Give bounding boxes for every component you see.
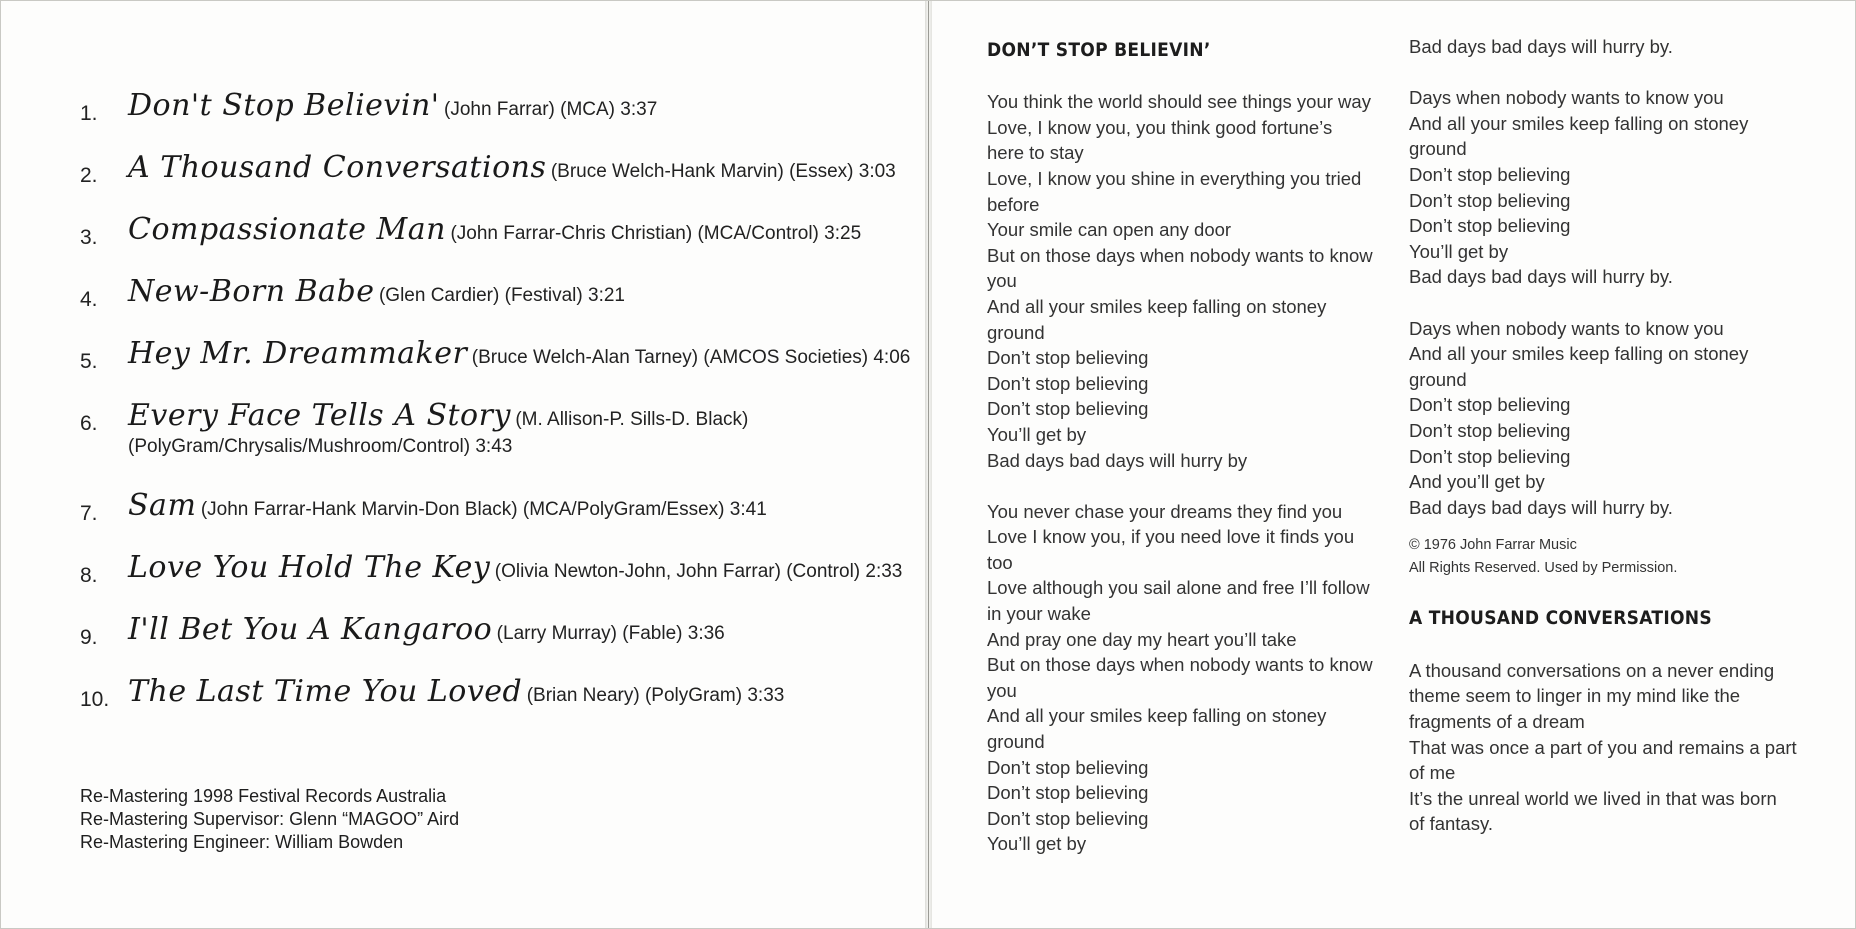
track-number: 9. — [80, 626, 98, 649]
track-title: I'll Bet You A Kangaroo — [128, 612, 493, 647]
track-number: 4. — [80, 288, 98, 311]
lyric-line: But on those days when nobody wants to know — [987, 654, 1373, 676]
track-credit: (Glen Cardier) (Festival) 3:21 — [378, 285, 625, 306]
stanza-gap — [987, 64, 1387, 90]
track-title: New-Born Babe — [128, 274, 375, 309]
remastering-line: Re-Mastering Engineer: William Bowden — [80, 832, 404, 852]
lyrics-column-2 — [1409, 34, 1839, 837]
track-number: 6. — [80, 412, 98, 435]
lyric-line: And pray one day my heart you’ll take — [987, 628, 1297, 650]
lyric-line: too — [987, 551, 1013, 573]
track-number: 8. — [80, 564, 98, 587]
lyric-line: Days when nobody wants to know you — [1409, 87, 1724, 109]
copyright-notice — [1409, 534, 1839, 580]
lyric-line: in your wake — [987, 603, 1091, 625]
lyric-line: Bad days bad days will hurry by. — [1409, 36, 1673, 57]
lyric-line: And all your smiles keep falling on stoney — [987, 705, 1327, 727]
stanza-gap — [1409, 60, 1839, 86]
track-title: The Last Time You Loved — [128, 674, 523, 709]
track-number: 2. — [80, 164, 98, 187]
lyrics-lines — [1409, 658, 1839, 837]
track-credit: (John Farrar-Chris Christian) (MCA/Control) 3:25 — [450, 223, 862, 244]
lyric-line: Love, I know you, you think good fortune’s — [987, 116, 1333, 138]
track-credit: (John Farrar) (MCA) 3:37 — [444, 99, 658, 120]
lyric-line: ground — [1409, 368, 1467, 390]
track-title: Sam — [128, 488, 197, 523]
lyric-line: Bad days bad days will hurry by. — [1409, 496, 1673, 518]
lyric-line: Bad days bad days will hurry by — [987, 449, 1248, 471]
lyric-line: Love I know you, if you need love it finds you — [987, 526, 1355, 548]
track-number: 5. — [80, 350, 98, 373]
lyric-line: Don’t stop believing — [1409, 189, 1571, 211]
track-credit: (Olivia Newton-John, John Farrar) (Control) 2:33 — [494, 561, 903, 582]
lyric-line: fragments of a dream — [1409, 711, 1585, 733]
lyric-line: It’s the unreal world we lived in that was born — [1409, 787, 1777, 809]
lyric-line: You think the world should see things your way — [987, 91, 1371, 113]
lyric-line: you — [987, 270, 1017, 292]
copyright-line: All Rights Reserved. Used by Permission. — [1409, 560, 1678, 577]
track-credit: (Bruce Welch-Alan Tarney) (AMCOS Societies) 4:06 — [471, 347, 911, 368]
lyric-line: you — [987, 679, 1017, 701]
lyric-line: before — [987, 193, 1040, 215]
remastering-line: Re-Mastering Supervisor: Glenn “MAGOO” Aird — [80, 809, 460, 829]
lyric-line: You never chase your dreams they find you — [987, 500, 1343, 522]
stanza-gap — [1409, 290, 1839, 316]
track-title: A Thousand Conversations — [128, 150, 547, 185]
track-credit-continued: (PolyGram/Chrysalis/Mushroom/Control) 3:43 — [128, 436, 513, 457]
track-number: 10. — [80, 688, 110, 711]
lyric-line: Don’t stop believing — [1409, 445, 1571, 467]
lyric-line: Bad days bad days will hurry by. — [1409, 266, 1673, 288]
lyric-line: Don’t stop believing — [1409, 419, 1571, 441]
lyric-line: Don’t stop believing — [987, 807, 1149, 829]
track-title: Compassionate Man — [128, 212, 446, 247]
remastering-line: Re-Mastering 1998 Festival Records Australia — [80, 786, 447, 806]
track-credit: (Brian Neary) (PolyGram) 3:33 — [526, 685, 785, 706]
lyric-line: But on those days when nobody wants to know — [987, 244, 1373, 266]
lyric-line: Don’t stop believing — [1409, 163, 1571, 185]
lyric-line: Love, I know you shine in everything you tried — [987, 167, 1362, 189]
track-title: Hey Mr. Dreammaker — [128, 336, 468, 371]
fold-line — [928, 0, 929, 929]
track-title: Don't Stop Believin' — [128, 88, 440, 123]
song-heading: A THOUSAND CONVERSATIONS — [1409, 607, 1712, 630]
lyric-line: Days when nobody wants to know you — [1409, 317, 1724, 339]
lyric-line: That was once a part of you and remains a part — [1409, 736, 1797, 758]
stanza-gap — [987, 473, 1387, 499]
track-number: 7. — [80, 502, 98, 525]
lyric-line: Don’t stop believing — [987, 756, 1149, 778]
lyric-line: And all your smiles keep falling on stoney — [987, 295, 1327, 317]
track-credit: (M. Allison-P. Sills-D. Black) — [515, 409, 749, 430]
lyric-line: And all your smiles keep falling on stoney — [1409, 112, 1749, 134]
lyric-line: of me — [1409, 762, 1456, 784]
track-title: Every Face Tells A Story — [128, 398, 511, 433]
lyric-line: A thousand conversations on a never ending — [1409, 659, 1775, 681]
lyric-line: And all your smiles keep falling on stoney — [1409, 343, 1749, 365]
track-number: 1. — [80, 102, 98, 125]
lyric-line: You’ll get by — [987, 833, 1087, 855]
lyric-line: of fantasy. — [1409, 813, 1493, 835]
lyric-line: ground — [987, 731, 1045, 753]
song-heading: DON’T STOP BELIEVIN’ — [987, 39, 1211, 61]
lyric-line: Don’t stop believing — [1409, 215, 1571, 237]
track-title: Love You Hold The Key — [128, 550, 491, 585]
track-credit: (Bruce Welch-Hank Marvin) (Essex) 3:03 — [550, 161, 896, 182]
lyric-line: You’ll get by — [1409, 240, 1509, 262]
track-credit: (Larry Murray) (Fable) 3:36 — [496, 623, 725, 644]
lyrics-lines — [1409, 34, 1839, 520]
lyrics-lines — [987, 64, 1387, 857]
copyright-line: © 1976 John Farrar Music — [1409, 537, 1577, 554]
lyric-line: here to stay — [987, 142, 1084, 164]
lyric-line: Your smile can open any door — [987, 219, 1232, 241]
lyric-line: Don’t stop believing — [987, 398, 1149, 420]
lyrics-column-1 — [987, 38, 1387, 857]
remastering-credits — [80, 785, 459, 854]
lyric-line: You’ll get by — [987, 423, 1087, 445]
lyric-line: ground — [1409, 138, 1467, 160]
lyric-line: theme seem to linger in my mind like the — [1409, 685, 1741, 707]
track-credit: (John Farrar-Hank Marvin-Don Black) (MCA/PolyGram/Essex) 3:41 — [200, 499, 767, 520]
lyric-line: ground — [987, 321, 1045, 343]
lyric-line: Don’t stop believing — [987, 372, 1149, 394]
lyric-line: Love although you sail alone and free I’ll follow — [987, 577, 1370, 599]
lyric-line: Don’t stop believing — [987, 347, 1149, 369]
track-number: 3. — [80, 226, 98, 249]
lyric-line: Don’t stop believing — [1409, 394, 1571, 416]
lyric-line: And you’ll get by — [1409, 471, 1545, 493]
lyric-line: Don’t stop believing — [987, 782, 1149, 804]
